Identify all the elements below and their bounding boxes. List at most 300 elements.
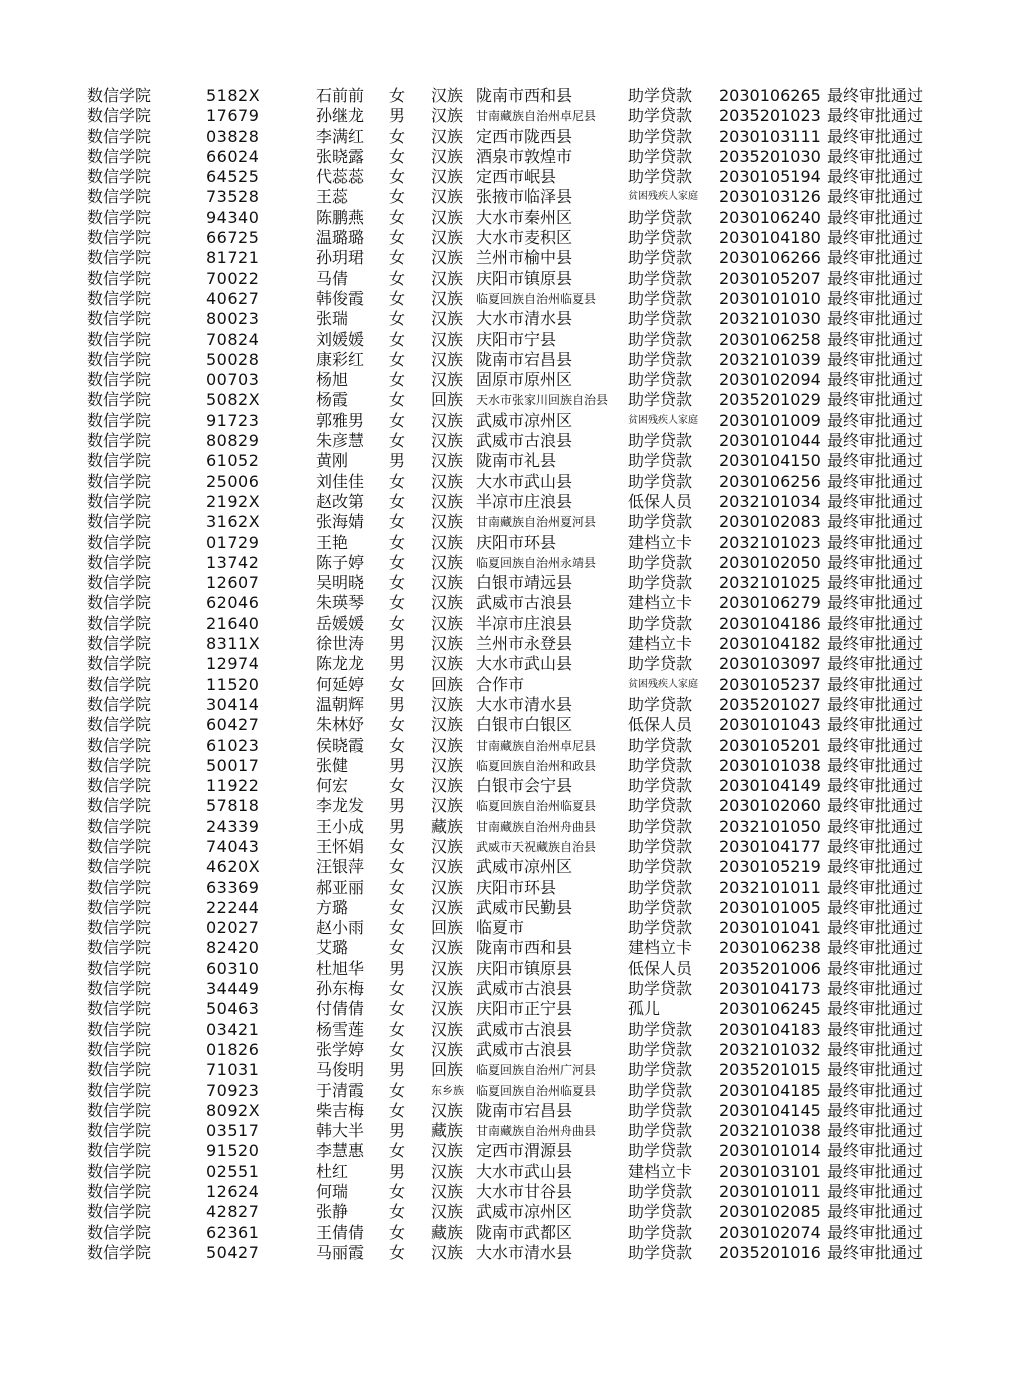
table-row: [0, 370, 1024, 390]
ethnicity-cell: 汉族: [431, 86, 464, 105]
origin-cell: 临夏回族自治州广河县: [476, 1063, 597, 1078]
gender-cell: 女: [389, 532, 406, 552]
gender-cell: 女: [389, 1182, 406, 1202]
student-id-cell: 01729: [206, 532, 260, 552]
college-cell: 数信学院: [87, 248, 152, 268]
origin-cell: 白银市白银区: [476, 715, 573, 735]
number-cell: 2035201029: [719, 390, 821, 410]
number-cell: 2032101034: [719, 491, 821, 511]
number-cell: 2030104186: [719, 613, 821, 633]
origin-cell: 白银市会宁县: [476, 776, 573, 796]
college-cell: 数信学院: [87, 228, 152, 248]
student-id-cell: 50463: [206, 999, 260, 1019]
status-cell: 最终审批通过: [827, 897, 924, 917]
college-cell: 数信学院: [87, 532, 152, 552]
college-cell: 数信学院: [87, 126, 152, 146]
student-id-cell: 5182X: [206, 86, 261, 105]
origin-cell: 甘南藏族自治州卓尼县: [476, 738, 597, 753]
origin-cell: 庆阳市环县: [476, 532, 557, 552]
table-row: [0, 614, 1024, 634]
number-cell: 2035201027: [719, 694, 821, 714]
category-cell: 贫困残疾人家庭: [628, 678, 698, 690]
category-cell: 助学贷款: [628, 106, 693, 126]
status-cell: 最终审批通过: [827, 654, 924, 674]
status-cell: 最终审批通过: [827, 268, 924, 288]
table-row: [0, 431, 1024, 451]
name-cell: 郝亚丽: [316, 877, 365, 897]
student-id-cell: 03828: [206, 126, 260, 146]
gender-cell: 女: [389, 613, 406, 633]
origin-cell: 武威市凉州区: [476, 410, 573, 430]
number-cell: 2032101011: [719, 877, 821, 897]
gender-cell: 女: [389, 1100, 406, 1120]
origin-cell: 大水市麦积区: [476, 228, 573, 248]
category-cell: 助学贷款: [628, 877, 693, 897]
status-cell: 最终审批通过: [827, 573, 924, 593]
origin-cell: 庆阳市镇原县: [476, 958, 573, 978]
name-cell: 孙继龙: [316, 106, 365, 126]
number-cell: 2030101038: [719, 755, 821, 775]
category-cell: 助学贷款: [628, 370, 693, 390]
student-id-cell: 12624: [206, 1182, 260, 1202]
name-cell: 马丽霞: [316, 1242, 365, 1262]
category-cell: 助学贷款: [628, 613, 693, 633]
gender-cell: 女: [389, 593, 406, 613]
college-cell: 数信学院: [87, 654, 152, 674]
category-cell: 助学贷款: [628, 329, 693, 349]
table-row: [0, 492, 1024, 512]
name-cell: 付倩倩: [316, 999, 365, 1019]
status-cell: 最终审批通过: [827, 349, 924, 369]
category-cell: 建档立卡: [628, 634, 693, 654]
table-row: [0, 127, 1024, 147]
table-row: [0, 147, 1024, 167]
origin-cell: 临夏市: [476, 918, 525, 938]
student-id-cell: 4620X: [206, 857, 261, 877]
category-cell: 助学贷款: [628, 1060, 693, 1080]
ethnicity-cell: 汉族: [431, 552, 464, 572]
number-cell: 2030102074: [719, 1222, 821, 1242]
table-row: [0, 675, 1024, 695]
table-row: [0, 248, 1024, 268]
table-row: [0, 1121, 1024, 1141]
gender-cell: 女: [389, 471, 406, 491]
name-cell: 王蕊: [316, 187, 349, 207]
name-cell: 刘媛媛: [316, 329, 365, 349]
category-cell: 助学贷款: [628, 451, 693, 471]
table-row: [0, 918, 1024, 938]
category-cell: 助学贷款: [628, 207, 693, 227]
college-cell: 数信学院: [87, 207, 152, 227]
number-cell: 2030101011: [719, 1182, 821, 1202]
status-cell: 最终审批通过: [827, 146, 924, 166]
status-cell: 最终审批通过: [827, 938, 924, 958]
category-cell: 助学贷款: [628, 1182, 693, 1202]
name-cell: 柴吉梅: [316, 1100, 365, 1120]
status-cell: 最终审批通过: [827, 1080, 924, 1100]
table-row: [0, 695, 1024, 715]
ethnicity-cell: 汉族: [431, 654, 464, 674]
college-cell: 数信学院: [87, 674, 152, 694]
name-cell: 张海婧: [316, 512, 365, 532]
category-cell: 助学贷款: [628, 694, 693, 714]
student-id-cell: 40627: [206, 288, 260, 308]
status-cell: 最终审批通过: [827, 857, 924, 877]
origin-cell: 武威市民勤县: [476, 897, 573, 917]
gender-cell: 女: [389, 573, 406, 593]
number-cell: 2030104177: [719, 836, 821, 856]
gender-cell: 男: [389, 796, 406, 816]
ethnicity-cell: 汉族: [431, 288, 464, 308]
number-cell: 2032101030: [719, 309, 821, 329]
category-cell: 助学贷款: [628, 1100, 693, 1120]
status-cell: 最终审批通过: [827, 634, 924, 654]
table-row: [0, 1020, 1024, 1040]
origin-cell: 庆阳市环县: [476, 877, 557, 897]
status-cell: 最终审批通过: [827, 512, 924, 532]
table-row: [0, 756, 1024, 776]
college-cell: 数信学院: [87, 1100, 152, 1120]
student-id-cell: 34449: [206, 979, 260, 999]
college-cell: 数信学院: [87, 106, 152, 126]
ethnicity-cell: 汉族: [431, 187, 464, 207]
origin-cell: 大水市武山县: [476, 471, 573, 491]
student-id-cell: 3162X: [206, 512, 261, 532]
number-cell: 2030101014: [719, 1141, 821, 1161]
origin-cell: 武威市古浪县: [476, 979, 573, 999]
category-cell: 助学贷款: [628, 1121, 693, 1141]
college-cell: 数信学院: [87, 1242, 152, 1262]
gender-cell: 女: [389, 1019, 406, 1039]
ethnicity-cell: 汉族: [431, 715, 464, 735]
status-cell: 最终审批通过: [827, 329, 924, 349]
status-cell: 最终审批通过: [827, 228, 924, 248]
status-cell: 最终审批通过: [827, 167, 924, 187]
status-cell: 最终审批通过: [827, 491, 924, 511]
college-cell: 数信学院: [87, 410, 152, 430]
number-cell: 2030104180: [719, 228, 821, 248]
ethnicity-cell: 汉族: [431, 776, 464, 796]
student-id-cell: 62046: [206, 593, 260, 613]
student-id-cell: 74043: [206, 836, 260, 856]
origin-cell: 武威市古浪县: [476, 431, 573, 451]
status-cell: 最终审批通过: [827, 796, 924, 816]
number-cell: 2030102085: [719, 1202, 821, 1222]
number-cell: 2030101010: [719, 288, 821, 308]
status-cell: 最终审批通过: [827, 552, 924, 572]
gender-cell: 女: [389, 938, 406, 958]
status-cell: 最终审批通过: [827, 1182, 924, 1202]
ethnicity-cell: 汉族: [431, 593, 464, 613]
status-cell: 最终审批通过: [827, 836, 924, 856]
student-id-cell: 80023: [206, 309, 260, 329]
college-cell: 数信学院: [87, 1141, 152, 1161]
ethnicity-cell: 汉族: [431, 370, 464, 390]
number-cell: 2030106240: [719, 207, 821, 227]
number-cell: 2032101032: [719, 1039, 821, 1059]
table-row: [0, 1040, 1024, 1060]
gender-cell: 女: [389, 370, 406, 390]
table-row: [0, 350, 1024, 370]
category-cell: 助学贷款: [628, 836, 693, 856]
ethnicity-cell: 汉族: [431, 512, 464, 532]
origin-cell: 武威市古浪县: [476, 1019, 573, 1039]
student-id-cell: 25006: [206, 471, 260, 491]
category-cell: 助学贷款: [628, 1080, 693, 1100]
ethnicity-cell: 汉族: [431, 613, 464, 633]
student-id-cell: 17679: [206, 106, 260, 126]
student-id-cell: 91723: [206, 410, 260, 430]
student-id-cell: 12974: [206, 654, 260, 674]
number-cell: 2030106245: [719, 999, 821, 1019]
category-cell: 低保人员: [628, 958, 693, 978]
college-cell: 数信学院: [87, 694, 152, 714]
college-cell: 数信学院: [87, 552, 152, 572]
origin-cell: 临夏回族自治州和政县: [476, 758, 597, 773]
status-cell: 最终审批通过: [827, 309, 924, 329]
status-cell: 最终审批通过: [827, 451, 924, 471]
number-cell: 2030105237: [719, 674, 821, 694]
status-cell: 最终审批通过: [827, 816, 924, 836]
number-cell: 2032101039: [719, 349, 821, 369]
ethnicity-cell: 东乡族: [431, 1083, 464, 1097]
name-cell: 侯晓霞: [316, 735, 365, 755]
category-cell: 助学贷款: [628, 979, 693, 999]
name-cell: 代蕊蕊: [316, 167, 365, 187]
gender-cell: 女: [389, 207, 406, 227]
student-id-cell: 63369: [206, 877, 260, 897]
gender-cell: 女: [389, 248, 406, 268]
name-cell: 朱瑛琴: [316, 593, 365, 613]
table-row: [0, 228, 1024, 248]
category-cell: 助学贷款: [628, 228, 693, 248]
origin-cell: 大水市甘谷县: [476, 1182, 573, 1202]
name-cell: 何宏: [316, 776, 349, 796]
ethnicity-cell: 回族: [431, 674, 464, 694]
table-row: [0, 796, 1024, 816]
gender-cell: 男: [389, 451, 406, 471]
college-cell: 数信学院: [87, 1222, 152, 1242]
number-cell: 2035201023: [719, 106, 821, 126]
college-cell: 数信学院: [87, 268, 152, 288]
status-cell: 最终审批通过: [827, 248, 924, 268]
name-cell: 陈鹏燕: [316, 207, 365, 227]
origin-cell: 武威市古浪县: [476, 1039, 573, 1059]
ethnicity-cell: 汉族: [431, 1039, 464, 1059]
table-row: [0, 533, 1024, 553]
status-cell: 最终审批通过: [827, 86, 924, 105]
name-cell: 何瑞: [316, 1182, 349, 1202]
student-id-cell: 71031: [206, 1060, 260, 1080]
student-id-cell: 61052: [206, 451, 260, 471]
ethnicity-cell: 回族: [431, 390, 464, 410]
status-cell: 最终审批通过: [827, 471, 924, 491]
college-cell: 数信学院: [87, 1060, 152, 1080]
table-row: [0, 167, 1024, 187]
college-cell: 数信学院: [87, 288, 152, 308]
number-cell: 2030106238: [719, 938, 821, 958]
student-id-cell: 62361: [206, 1222, 260, 1242]
student-id-cell: 02551: [206, 1161, 260, 1181]
gender-cell: 女: [389, 390, 406, 410]
number-cell: 2030104185: [719, 1080, 821, 1100]
status-cell: 最终审批通过: [827, 877, 924, 897]
status-cell: 最终审批通过: [827, 187, 924, 207]
table-row: [0, 1060, 1024, 1080]
student-id-cell: 80829: [206, 431, 260, 451]
college-cell: 数信学院: [87, 979, 152, 999]
category-cell: 助学贷款: [628, 573, 693, 593]
status-cell: 最终审批通过: [827, 958, 924, 978]
table-row: [0, 330, 1024, 350]
name-cell: 韩俊霞: [316, 288, 365, 308]
table-row: [0, 106, 1024, 126]
category-cell: 助学贷款: [628, 167, 693, 187]
origin-cell: 武威市天祝藏族自治县: [476, 839, 597, 854]
name-cell: 汪银萍: [316, 857, 365, 877]
category-cell: 助学贷款: [628, 431, 693, 451]
table-row: [0, 269, 1024, 289]
origin-cell: 合作市: [476, 674, 525, 694]
status-cell: 最终审批通过: [827, 207, 924, 227]
student-id-cell: 02027: [206, 918, 260, 938]
gender-cell: 女: [389, 999, 406, 1019]
origin-cell: 张掖市临泽县: [476, 187, 573, 207]
name-cell: 郭雅男: [316, 410, 365, 430]
origin-cell: 定西市岷县: [476, 167, 557, 187]
gender-cell: 女: [389, 309, 406, 329]
student-id-cell: 50017: [206, 755, 260, 775]
college-cell: 数信学院: [87, 938, 152, 958]
student-id-cell: 60310: [206, 958, 260, 978]
origin-cell: 临夏回族自治州永靖县: [476, 555, 597, 570]
name-cell: 陈龙龙: [316, 654, 365, 674]
gender-cell: 女: [389, 1141, 406, 1161]
table-row: [0, 959, 1024, 979]
ethnicity-cell: 汉族: [431, 755, 464, 775]
number-cell: 2030103101: [719, 1161, 821, 1181]
name-cell: 张晓露: [316, 146, 365, 166]
college-cell: 数信学院: [87, 816, 152, 836]
number-cell: 2032101025: [719, 573, 821, 593]
ethnicity-cell: 汉族: [431, 228, 464, 248]
gender-cell: 男: [389, 1060, 406, 1080]
number-cell: 2030102083: [719, 512, 821, 532]
category-cell: 助学贷款: [628, 309, 693, 329]
table-row: [0, 553, 1024, 573]
origin-cell: 临夏回族自治州临夏县: [476, 799, 597, 814]
table-row: [0, 593, 1024, 613]
number-cell: 2030101041: [719, 918, 821, 938]
table-row: [0, 654, 1024, 674]
category-cell: 助学贷款: [628, 146, 693, 166]
student-id-cell: 22244: [206, 897, 260, 917]
college-cell: 数信学院: [87, 431, 152, 451]
gender-cell: 女: [389, 1222, 406, 1242]
gender-cell: 女: [389, 146, 406, 166]
ethnicity-cell: 汉族: [431, 309, 464, 329]
gender-cell: 女: [389, 86, 406, 105]
status-cell: 最终审批通过: [827, 918, 924, 938]
category-cell: 助学贷款: [628, 735, 693, 755]
ethnicity-cell: 汉族: [431, 634, 464, 654]
category-cell: 助学贷款: [628, 1222, 693, 1242]
ethnicity-cell: 汉族: [431, 979, 464, 999]
table-row: [0, 309, 1024, 329]
name-cell: 王倩倩: [316, 1222, 365, 1242]
name-cell: 杨雪莲: [316, 1019, 365, 1039]
number-cell: 2030103126: [719, 187, 821, 207]
status-cell: 最终审批通过: [827, 1242, 924, 1262]
student-id-cell: 13742: [206, 552, 260, 572]
table-row: [0, 289, 1024, 309]
status-cell: 最终审批通过: [827, 106, 924, 126]
student-id-cell: 21640: [206, 613, 260, 633]
category-cell: 贫困残疾人家庭: [628, 191, 698, 203]
category-cell: 助学贷款: [628, 918, 693, 938]
gender-cell: 女: [389, 329, 406, 349]
student-id-cell: 50427: [206, 1242, 260, 1262]
college-cell: 数信学院: [87, 755, 152, 775]
table-row: [0, 1081, 1024, 1101]
student-id-cell: 70022: [206, 268, 260, 288]
ethnicity-cell: 汉族: [431, 735, 464, 755]
gender-cell: 男: [389, 654, 406, 674]
gender-cell: 男: [389, 1121, 406, 1141]
ethnicity-cell: 汉族: [431, 1161, 464, 1181]
gender-cell: 女: [389, 228, 406, 248]
student-id-cell: 2192X: [206, 491, 261, 511]
college-cell: 数信学院: [87, 958, 152, 978]
name-cell: 何延婷: [316, 674, 365, 694]
student-id-cell: 03421: [206, 1019, 260, 1039]
college-cell: 数信学院: [87, 918, 152, 938]
table-row: [0, 715, 1024, 735]
gender-cell: 男: [389, 694, 406, 714]
gender-cell: 男: [389, 106, 406, 126]
number-cell: 2030103097: [719, 654, 821, 674]
student-id-cell: 8092X: [206, 1100, 261, 1120]
student-id-cell: 00703: [206, 370, 260, 390]
name-cell: 杜旭华: [316, 958, 365, 978]
origin-cell: 兰州市永登县: [476, 634, 573, 654]
gender-cell: 女: [389, 897, 406, 917]
gender-cell: 女: [389, 491, 406, 511]
college-cell: 数信学院: [87, 451, 152, 471]
origin-cell: 固原市原州区: [476, 370, 573, 390]
table-row: [0, 1141, 1024, 1161]
category-cell: 建档立卡: [628, 938, 693, 958]
name-cell: 杨旭: [316, 370, 349, 390]
student-id-cell: 03517: [206, 1121, 260, 1141]
table-row: [0, 837, 1024, 857]
student-id-cell: 70824: [206, 329, 260, 349]
category-cell: 助学贷款: [628, 1039, 693, 1059]
status-cell: 最终审批通过: [827, 1141, 924, 1161]
number-cell: 2030106256: [719, 471, 821, 491]
number-cell: 2032101050: [719, 816, 821, 836]
status-cell: 最终审批通过: [827, 431, 924, 451]
origin-cell: 兰州市榆中县: [476, 248, 573, 268]
number-cell: 2030101044: [719, 431, 821, 451]
status-cell: 最终审批通过: [827, 715, 924, 735]
number-cell: 2030106279: [719, 593, 821, 613]
name-cell: 吴明晓: [316, 573, 365, 593]
status-cell: 最终审批通过: [827, 1060, 924, 1080]
gender-cell: 女: [389, 187, 406, 207]
name-cell: 孙东梅: [316, 979, 365, 999]
number-cell: 2030105194: [719, 167, 821, 187]
